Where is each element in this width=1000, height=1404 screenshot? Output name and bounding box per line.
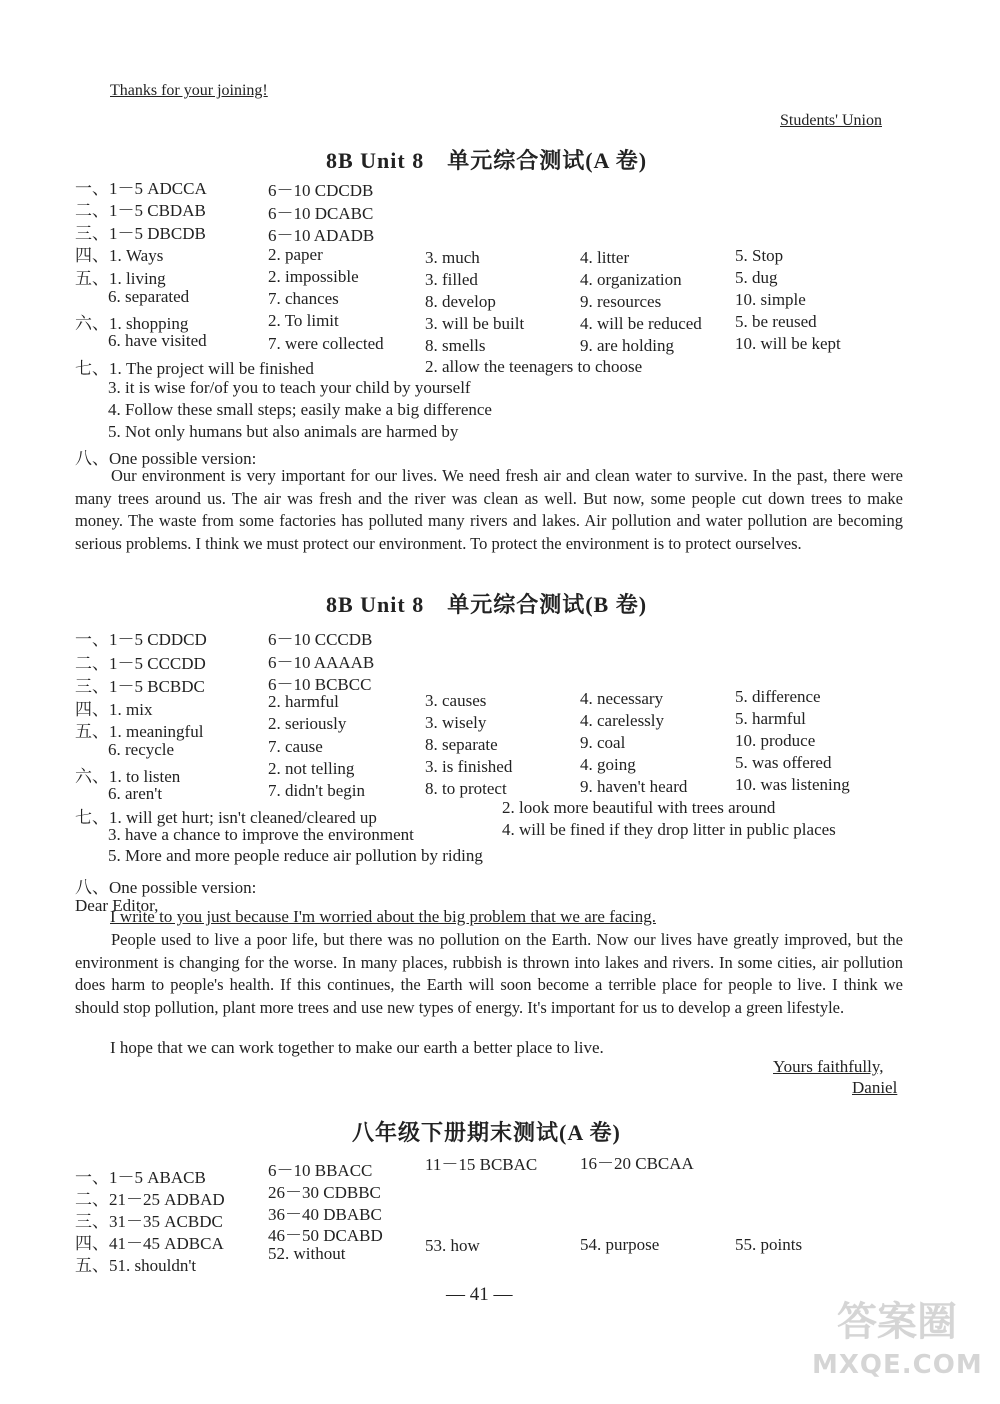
answer-cell: 6－10 BBACC (268, 1161, 373, 1180)
answer-cell: 二、1－5 CBDAB (75, 201, 206, 220)
answer-cell: 三、1－5 BCBDC (75, 677, 205, 696)
answer-cell: 3. causes (425, 691, 487, 710)
answer-cell: 四、1. mix (75, 700, 153, 719)
answer-cell: 4. carelessly (580, 711, 665, 730)
translation-line: 3. it is wise for/of you to teach your child by yourself (108, 378, 471, 397)
answer-cell: 7. were collected (268, 334, 384, 353)
answer-cell: 55. points (735, 1235, 803, 1254)
answer-cell: 四、1. Ways (75, 246, 164, 265)
letter-first-line: I write to you just because I'm worried about the big problem that we are facing. (110, 907, 656, 926)
answer-cell: 五、1. living (75, 269, 166, 288)
header-thanks: Thanks for your joining! (110, 82, 268, 99)
answer-cell: 一、1－5 CDDCD (75, 630, 207, 649)
answer-cell: 10. will be kept (735, 334, 841, 353)
answer-cell: 4. will be reduced (580, 314, 702, 333)
answer-cell: 三、1－5 DBCDB (75, 224, 206, 243)
answer-cell: 8. separate (425, 735, 498, 754)
answer-cell: 8. smells (425, 336, 486, 355)
answer-cell: 2. impossible (268, 267, 359, 286)
letter-signature-name: Daniel (852, 1078, 898, 1097)
translation-line: 5. Not only humans but also animals are harmed by (108, 422, 459, 441)
answer-cell: 2. seriously (268, 714, 347, 733)
answer-cell: 6－10 CDCDB (268, 181, 374, 200)
translation-line: 七、1. The project will be finished (75, 359, 314, 378)
answer-cell: 4. organization (580, 270, 682, 289)
translation-line: 5. More and more people reduce air pollution by riding (108, 846, 483, 865)
answer-cell: 五、1. meaningful (75, 722, 204, 741)
watermark (812, 1294, 982, 1394)
answer-cell: 11－15 BCBAC (425, 1155, 538, 1174)
answer-cell: 2. To limit (268, 311, 339, 330)
writing-heading: 八、One possible version: (75, 449, 257, 468)
writing-heading: 八、One possible version: (75, 878, 257, 897)
answer-cell: 5. difference (735, 687, 821, 706)
page-number: — 41 — (446, 1284, 513, 1305)
answer-cell: 53. how (425, 1236, 480, 1255)
answer-cell: 6－10 CCCDB (268, 630, 373, 649)
answer-cell: 5. dug (735, 268, 778, 287)
letter-hope-line: I hope that we can work together to make our earth a better place to live. (110, 1038, 604, 1057)
answer-cell: 10. produce (735, 731, 816, 750)
answer-cell: 9. resources (580, 292, 662, 311)
answer-cell: 9. are holding (580, 336, 674, 355)
answer-cell: 4. going (580, 755, 636, 774)
translation-line: 4. will be fined if they drop litter in public places (502, 820, 836, 839)
answer-cell: 3. is finished (425, 757, 513, 776)
answer-cell: 8. to protect (425, 779, 507, 798)
answer-cell: 4. litter (580, 248, 630, 267)
answer-cell: 五、51. shouldn't (75, 1256, 197, 1275)
answer-cell: 一、1－5 ADCCA (75, 179, 207, 198)
answer-cell: 6. separated (108, 287, 190, 306)
letter-closing: Yours faithfully, (773, 1057, 884, 1076)
answer-cell: 四、41－45 ADBCA (75, 1234, 224, 1253)
section-a-title: 8B Unit 8 单元综合测试(A 卷) (326, 148, 648, 173)
answer-cell: 六、1. shopping (75, 314, 189, 333)
answer-cell: 7. didn't begin (268, 781, 366, 800)
answer-cell: 5. was offered (735, 753, 832, 772)
section-c-title: 八年级下册期末测试(A 卷) (352, 1120, 621, 1145)
answer-cell: 5. be reused (735, 312, 817, 331)
answer-cell: 2. paper (268, 245, 323, 264)
letter-salutation: Dear Editor, (75, 896, 159, 915)
answer-cell: 2. not telling (268, 759, 355, 778)
answer-cell: 52. without (268, 1244, 346, 1263)
answer-cell: 3. wisely (425, 713, 487, 732)
section-a-essay: Our environment is very important for our lives. We need fresh air and clean water to survive. In the past, there were many trees around us. The air was fresh and the river was clean as well. But now, some people cut down trees to make money. The waste from some factories has polluted many rivers and lakes. Air pollution and water pollution are becoming serious problems. I think we must protect our environment. To protect the environment is to protect ourselves. (75, 466, 903, 553)
answer-cell: 8. develop (425, 292, 496, 311)
answer-cell: 6－10 BCBCC (268, 675, 372, 694)
section-b-title: 8B Unit 8 单元综合测试(B 卷) (326, 592, 648, 617)
answer-cell: 10. simple (735, 290, 806, 309)
answer-cell: 54. purpose (580, 1235, 660, 1254)
answer-cell: 6. recycle (108, 740, 175, 759)
translation-line: 3. have a chance to improve the environment (108, 825, 414, 844)
answer-cell: 3. will be built (425, 314, 525, 333)
watermark-url: MXQE.COM (812, 1350, 983, 1380)
answer-cell: 6. have visited (108, 331, 207, 350)
answer-cell: 一、1－5 ABACB (75, 1168, 206, 1187)
answer-cell: 2. harmful (268, 692, 339, 711)
answer-cell: 36－40 DBABC (268, 1205, 382, 1224)
answer-cell: 二、1－5 CCCDD (75, 654, 206, 673)
answer-cell: 7. chances (268, 289, 339, 308)
section-b-essay: People used to live a poor life, but there was no pollution on the Earth. Now our lives have greatly improved, but the environment is changing for the worse. In many places, rubbish is thrown into lakes and rivers. In some cities, air pollution does harm to people's health. If this continues, the Earth will soon become a terrible place for people to live. I think we should stop pollution, plant more trees and use new types of energy. It's important for us to develop a green lifestyle. (75, 930, 903, 1017)
watermark-logo: 答案圈 (837, 1299, 957, 1345)
answer-cell: 5. harmful (735, 709, 806, 728)
answer-cell: 3. filled (425, 270, 478, 289)
translation-line: 2. look more beautiful with trees around (502, 798, 776, 817)
answer-cell: 6－10 ADADB (268, 226, 375, 245)
answer-cell: 7. cause (268, 737, 323, 756)
answer-cell: 26－30 CDBBC (268, 1183, 381, 1202)
answer-cell: 46－50 DCABD (268, 1226, 383, 1245)
translation-line: 七、1. will get hurt; isn't cleaned/cleared up (75, 808, 377, 827)
translation-line: 2. allow the teenagers to choose (425, 357, 643, 376)
answer-cell: 三、31－35 ACBDC (75, 1212, 223, 1231)
answer-cell: 六、1. to listen (75, 767, 181, 786)
answer-cell: 3. much (425, 248, 480, 267)
answer-cell: 9. coal (580, 733, 626, 752)
answer-cell: 16－20 CBCAA (580, 1154, 694, 1173)
answer-cell: 10. was listening (735, 775, 850, 794)
answer-cell: 6－10 AAAAB (268, 653, 375, 672)
answer-cell: 6－10 DCABC (268, 204, 374, 223)
answer-cell: 二、21－25 ADBAD (75, 1190, 225, 1209)
answer-cell: 5. Stop (735, 246, 784, 265)
answer-cell: 4. necessary (580, 689, 664, 708)
translation-line: 4. Follow these small steps; easily make a big difference (108, 400, 492, 419)
answer-cell: 6. aren't (108, 784, 163, 803)
header-union: Students' Union (780, 112, 882, 129)
answer-cell: 9. haven't heard (580, 777, 688, 796)
